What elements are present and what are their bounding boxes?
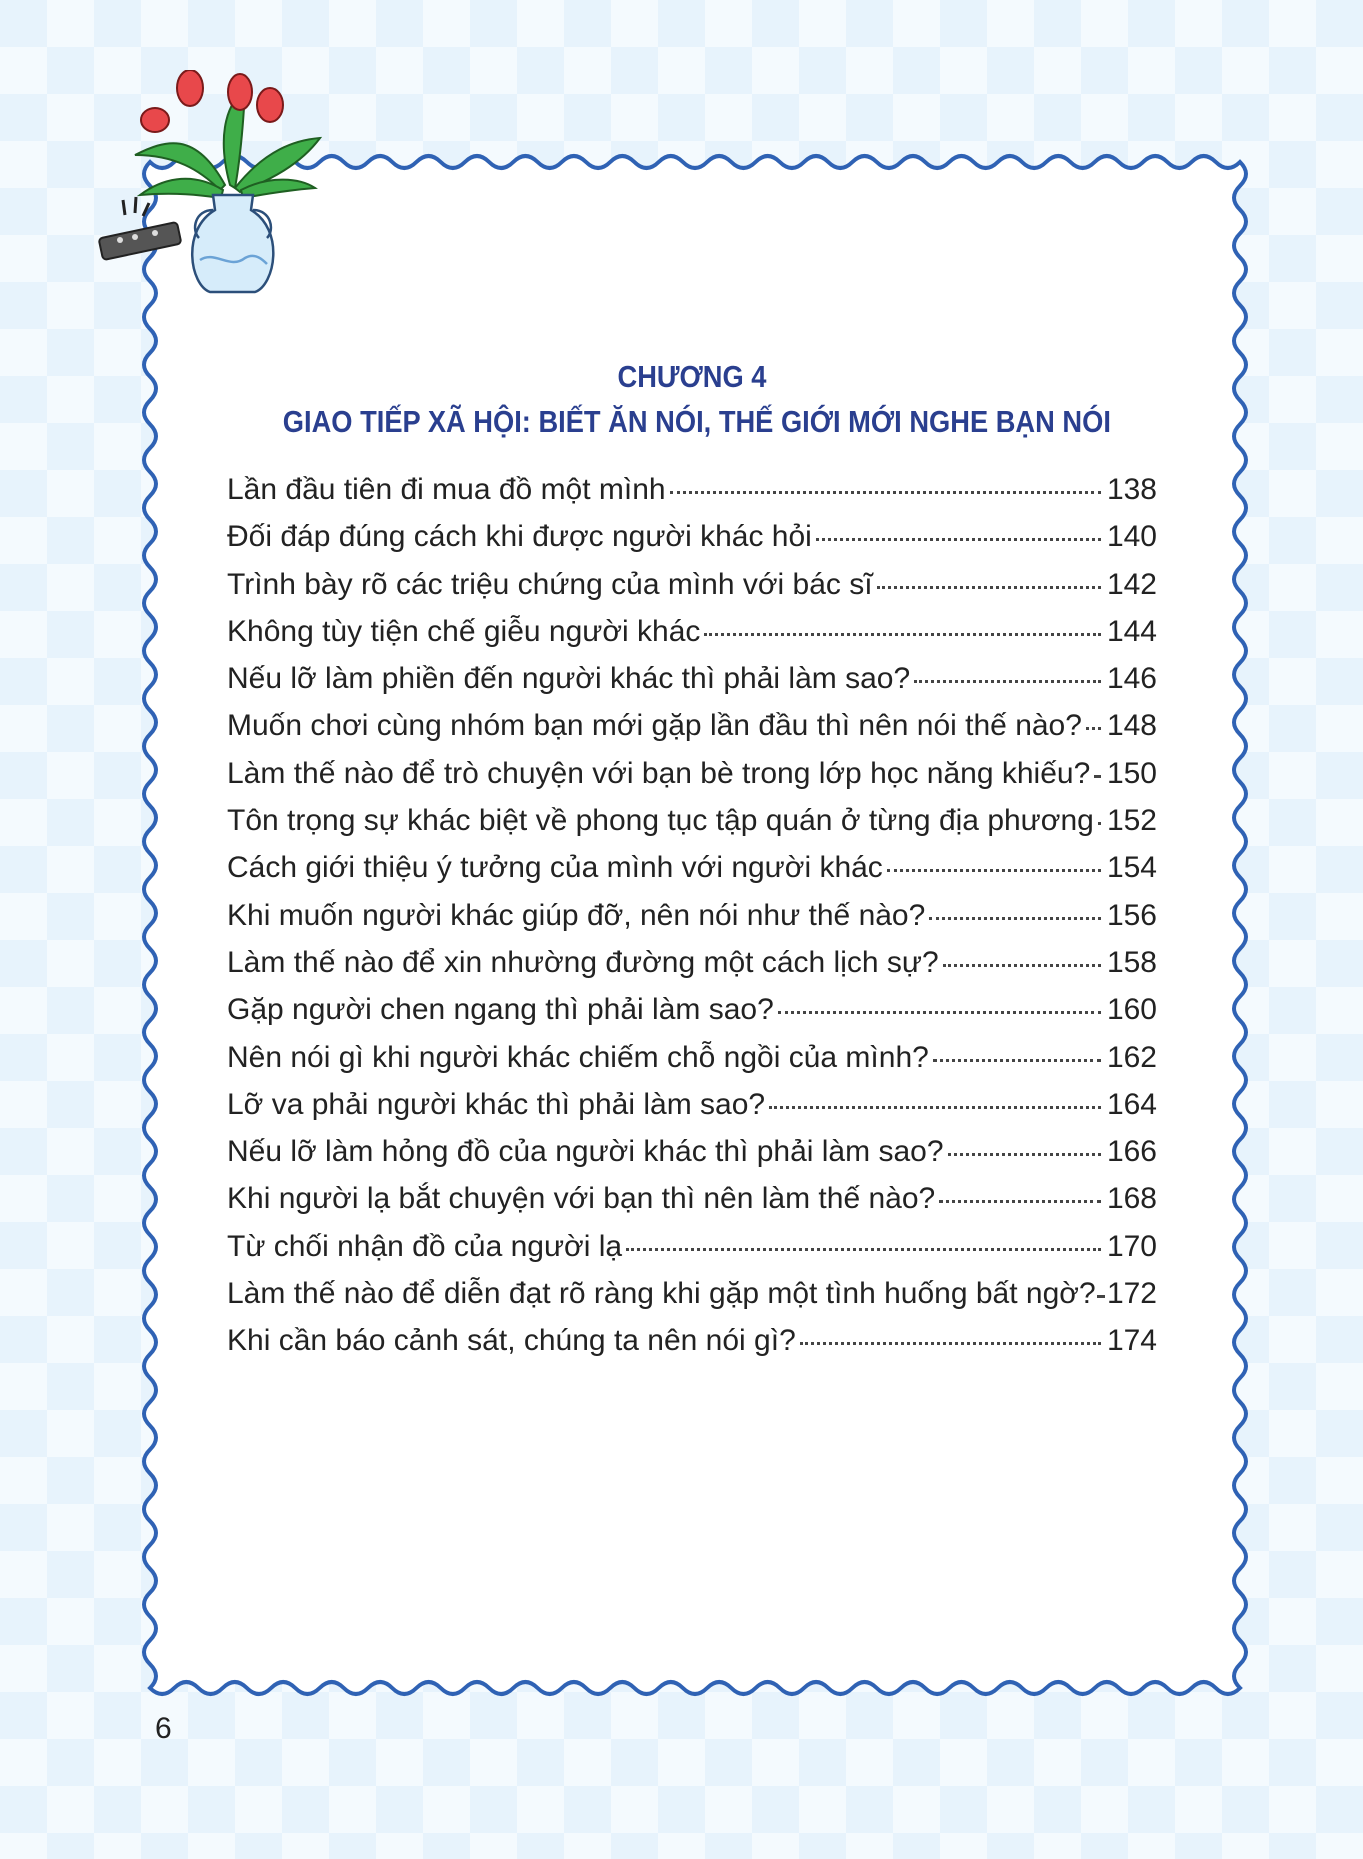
table-of-contents <box>227 473 1157 1372</box>
toc-entry-page: 154 <box>1106 851 1157 885</box>
toc-leader-dots <box>939 1200 1101 1203</box>
toc-entry-title: Khi người lạ bắt chuyện với bạn thì nên làm thế nào? <box>227 1182 936 1216</box>
toc-entry-title: Trình bày rõ các triệu chứng của mình với bác sĩ <box>227 567 873 601</box>
toc-entry-title: Muốn chơi cùng nhóm bạn mới gặp lần đầu thì nên nói thế nào? <box>227 709 1082 743</box>
toc-entry[interactable] <box>227 473 1157 520</box>
toc-leader-dots <box>948 1153 1101 1156</box>
toc-leader-dots <box>670 491 1101 494</box>
toc-entry-title: Làm thế nào để xin nhường đường một cách lịch sự? <box>227 945 939 979</box>
toc-page-content <box>227 355 1157 1372</box>
toc-leader-dots <box>1086 727 1101 730</box>
vase-icon <box>192 195 273 292</box>
toc-leader-dots <box>943 964 1101 967</box>
toc-entry-title: Cách giới thiệu ý tưởng của mình với người khác <box>227 851 883 885</box>
page-number: 6 <box>155 1712 172 1745</box>
toc-entry-page: 166 <box>1106 1135 1157 1169</box>
toc-entry[interactable] <box>227 899 1157 946</box>
toc-entry[interactable] <box>227 1324 1157 1371</box>
toc-leader-dots <box>877 586 1101 589</box>
toc-leader-dots <box>1100 1295 1101 1298</box>
toc-entry-title: Gặp người chen ngang thì phải làm sao? <box>227 993 774 1027</box>
toc-entry[interactable] <box>227 851 1157 898</box>
toc-entry-page: 172 <box>1106 1277 1157 1311</box>
toc-leader-dots <box>1098 822 1101 825</box>
toc-entry-title: Tôn trọng sự khác biệt về phong tục tập quán ở từng địa phương <box>227 804 1094 838</box>
toc-entry[interactable] <box>227 993 1157 1040</box>
toc-entry[interactable] <box>227 568 1157 615</box>
toc-entry-page: 156 <box>1106 898 1157 932</box>
toc-leader-dots <box>778 1011 1101 1014</box>
toc-leader-dots <box>800 1342 1101 1345</box>
toc-entry[interactable] <box>227 1135 1157 1182</box>
toc-entry-page: 162 <box>1106 1040 1157 1074</box>
toc-entry-page: 160 <box>1106 993 1157 1027</box>
toc-entry-title: Nên nói gì khi người khác chiếm chỗ ngồi của mình? <box>227 1040 929 1074</box>
toc-entry-title: Từ chối nhận đồ của người lạ <box>227 1229 623 1263</box>
toc-entry-page: 140 <box>1106 520 1157 554</box>
toc-leader-dots <box>769 1106 1101 1109</box>
toc-entry[interactable] <box>227 709 1157 756</box>
toc-entry[interactable] <box>227 1088 1157 1135</box>
toc-entry-title: Không tùy tiện chế giễu người khác <box>227 614 701 648</box>
toc-entry[interactable] <box>227 757 1157 804</box>
toc-entry-page: 164 <box>1106 1087 1157 1121</box>
toc-entry[interactable] <box>227 662 1157 709</box>
tulip-icon <box>141 70 283 132</box>
toc-entry[interactable] <box>227 1182 1157 1229</box>
toc-entry[interactable] <box>227 1277 1157 1324</box>
toc-entry-page: 148 <box>1106 709 1157 743</box>
toc-leader-dots <box>929 917 1101 920</box>
toc-leader-dots <box>887 869 1101 872</box>
toc-entry-title: Lần đầu tiên đi mua đồ một mình <box>227 473 666 506</box>
toc-entry-title: Lỡ va phải người khác thì phải làm sao? <box>227 1087 766 1121</box>
toc-entry-title: Khi muốn người khác giúp đỡ, nên nói như thế nào? <box>227 898 926 932</box>
toc-entry-page: 152 <box>1106 804 1157 838</box>
toc-leader-dots <box>626 1248 1101 1251</box>
toc-leader-dots <box>1094 775 1101 778</box>
chapter-title: GIAO TIẾP XÃ HỘI: BIẾT ĂN NÓI, THẾ GIỚI MỚI NGHE BẠN NÓI <box>282 404 1111 439</box>
toc-entry-page: 138 <box>1106 473 1157 506</box>
toc-entry-page: 170 <box>1106 1229 1157 1263</box>
toc-entry[interactable] <box>227 1230 1157 1277</box>
toc-entry[interactable] <box>227 1041 1157 1088</box>
toc-leader-dots <box>914 680 1101 683</box>
remote-control-icon <box>99 197 182 260</box>
toc-entry-title: Khi cần báo cảnh sát, chúng ta nên nói gì? <box>227 1324 796 1358</box>
toc-entry-page: 174 <box>1106 1324 1157 1358</box>
toc-entry-title: Nếu lỡ làm phiền đến người khác thì phải làm sao? <box>227 662 911 696</box>
toc-entry[interactable] <box>227 804 1157 851</box>
toc-entry-title: Làm thế nào để trò chuyện với bạn bè trong lớp học năng khiếu? <box>227 756 1091 790</box>
toc-entry-page: 146 <box>1106 662 1157 696</box>
toc-entry-title: Đối đáp đúng cách khi được người khác hỏi <box>227 520 812 554</box>
toc-leader-dots <box>704 633 1101 636</box>
toc-entry-title: Làm thế nào để diễn đạt rõ ràng khi gặp một tình huống bất ngờ? <box>227 1277 1096 1311</box>
toc-entry[interactable] <box>227 946 1157 993</box>
chapter-label: CHƯƠNG 4 <box>617 359 767 394</box>
toc-leader-dots <box>933 1059 1101 1062</box>
toc-entry[interactable] <box>227 520 1157 567</box>
toc-leader-dots <box>816 538 1101 541</box>
tulip-vase-illustration <box>95 70 325 295</box>
toc-entry-title: Nếu lỡ làm hỏng đồ của người khác thì phải làm sao? <box>227 1135 944 1169</box>
toc-entry-page: 168 <box>1106 1182 1157 1216</box>
toc-entry[interactable] <box>227 615 1157 662</box>
toc-entry-page: 150 <box>1106 756 1157 790</box>
leaf-icon <box>135 90 320 198</box>
toc-entry-page: 158 <box>1106 945 1157 979</box>
toc-entry-page: 144 <box>1106 614 1157 648</box>
toc-entry-page: 142 <box>1106 567 1157 601</box>
